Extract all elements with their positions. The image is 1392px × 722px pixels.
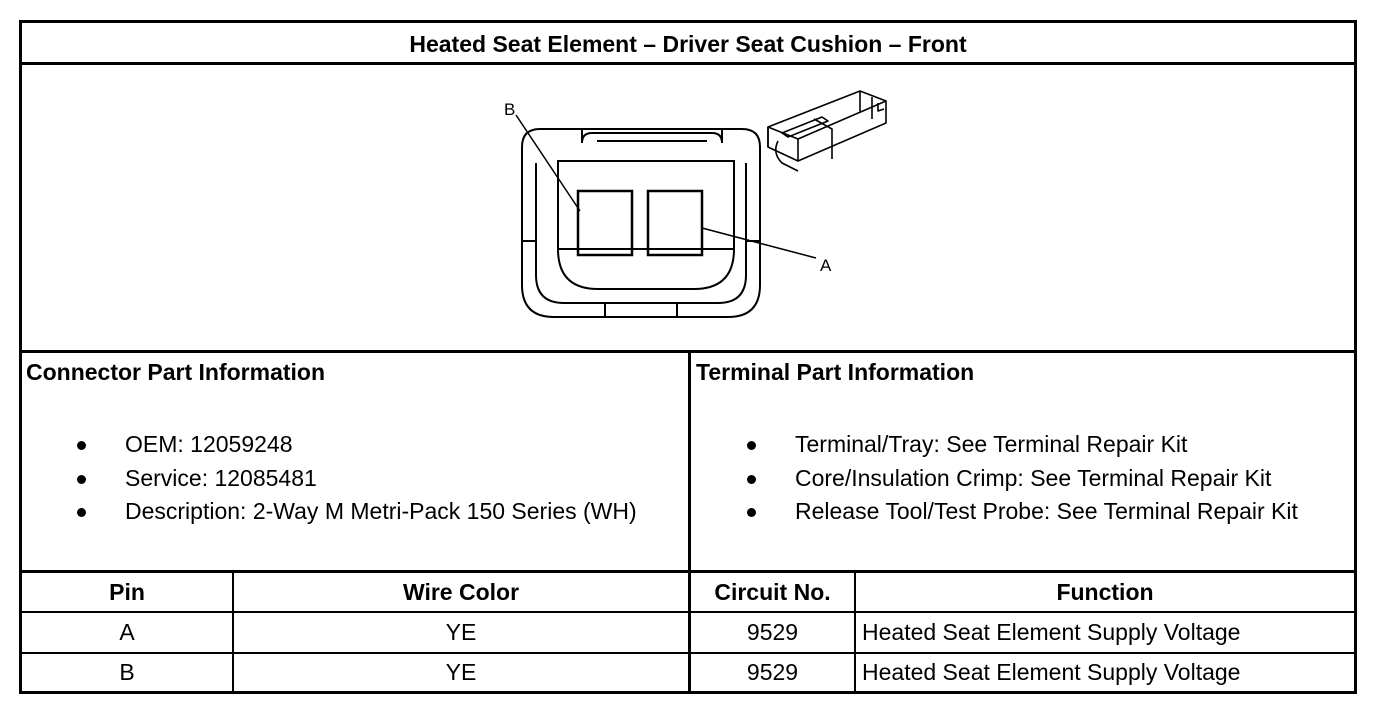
- connector-info-sheet: [19, 20, 1357, 694]
- terminal-info-list: [747, 428, 1352, 529]
- list-item: Description: 2-Way M Metri-Pack 150 Series (WH): [77, 495, 687, 529]
- table-cell-circuit: 9529: [746, 659, 799, 685]
- table-header-function: Function: [1056, 578, 1154, 605]
- table-cell-wire-color: YE: [445, 619, 477, 645]
- table-header-circuit: Circuit No.: [714, 578, 831, 605]
- table-cell-pin: A: [119, 619, 135, 645]
- bullet-icon: [747, 508, 756, 517]
- table-cell-pin: B: [119, 659, 135, 685]
- bullet-icon: [77, 475, 86, 484]
- bullet-icon: [747, 441, 756, 450]
- bullet-icon: [77, 441, 86, 450]
- table-header-pin: Pin: [109, 578, 145, 605]
- pin-a-cavity: [648, 191, 702, 255]
- divider: [688, 350, 691, 570]
- connector-3d-view: [768, 91, 886, 171]
- connector-info-heading: Connector Part Information: [26, 359, 326, 385]
- connector-cavity-block: [558, 161, 734, 249]
- list-item: OEM: 12059248: [77, 428, 687, 462]
- table-cell-function: Heated Seat Element Supply Voltage: [862, 659, 1241, 685]
- pin-b-cavity: [578, 191, 632, 255]
- list-item: Core/Insulation Crimp: See Terminal Repair Kit: [747, 462, 1352, 496]
- list-item: Terminal/Tray: See Terminal Repair Kit: [747, 428, 1352, 462]
- table-cell-function: Heated Seat Element Supply Voltage: [862, 619, 1241, 645]
- connector-info-list: [77, 428, 687, 529]
- pin-b-label: B: [504, 100, 516, 119]
- table-cell-wire-color: YE: [445, 659, 477, 685]
- table-cell-circuit: 9529: [746, 619, 799, 645]
- bullet-icon: [747, 475, 756, 484]
- bullet-icon: [77, 508, 86, 517]
- pin-a-label: A: [820, 256, 832, 275]
- connector-inner-channel: [536, 163, 746, 303]
- terminal-info-heading: Terminal Part Information: [696, 359, 975, 385]
- table-header-wire-color: Wire Color: [402, 578, 520, 605]
- sheet-title: Heated Seat Element – Driver Seat Cushion – Front: [409, 30, 967, 57]
- list-item: Service: 12085481: [77, 462, 687, 496]
- list-item: Release Tool/Test Probe: See Terminal Repair Kit: [747, 495, 1352, 529]
